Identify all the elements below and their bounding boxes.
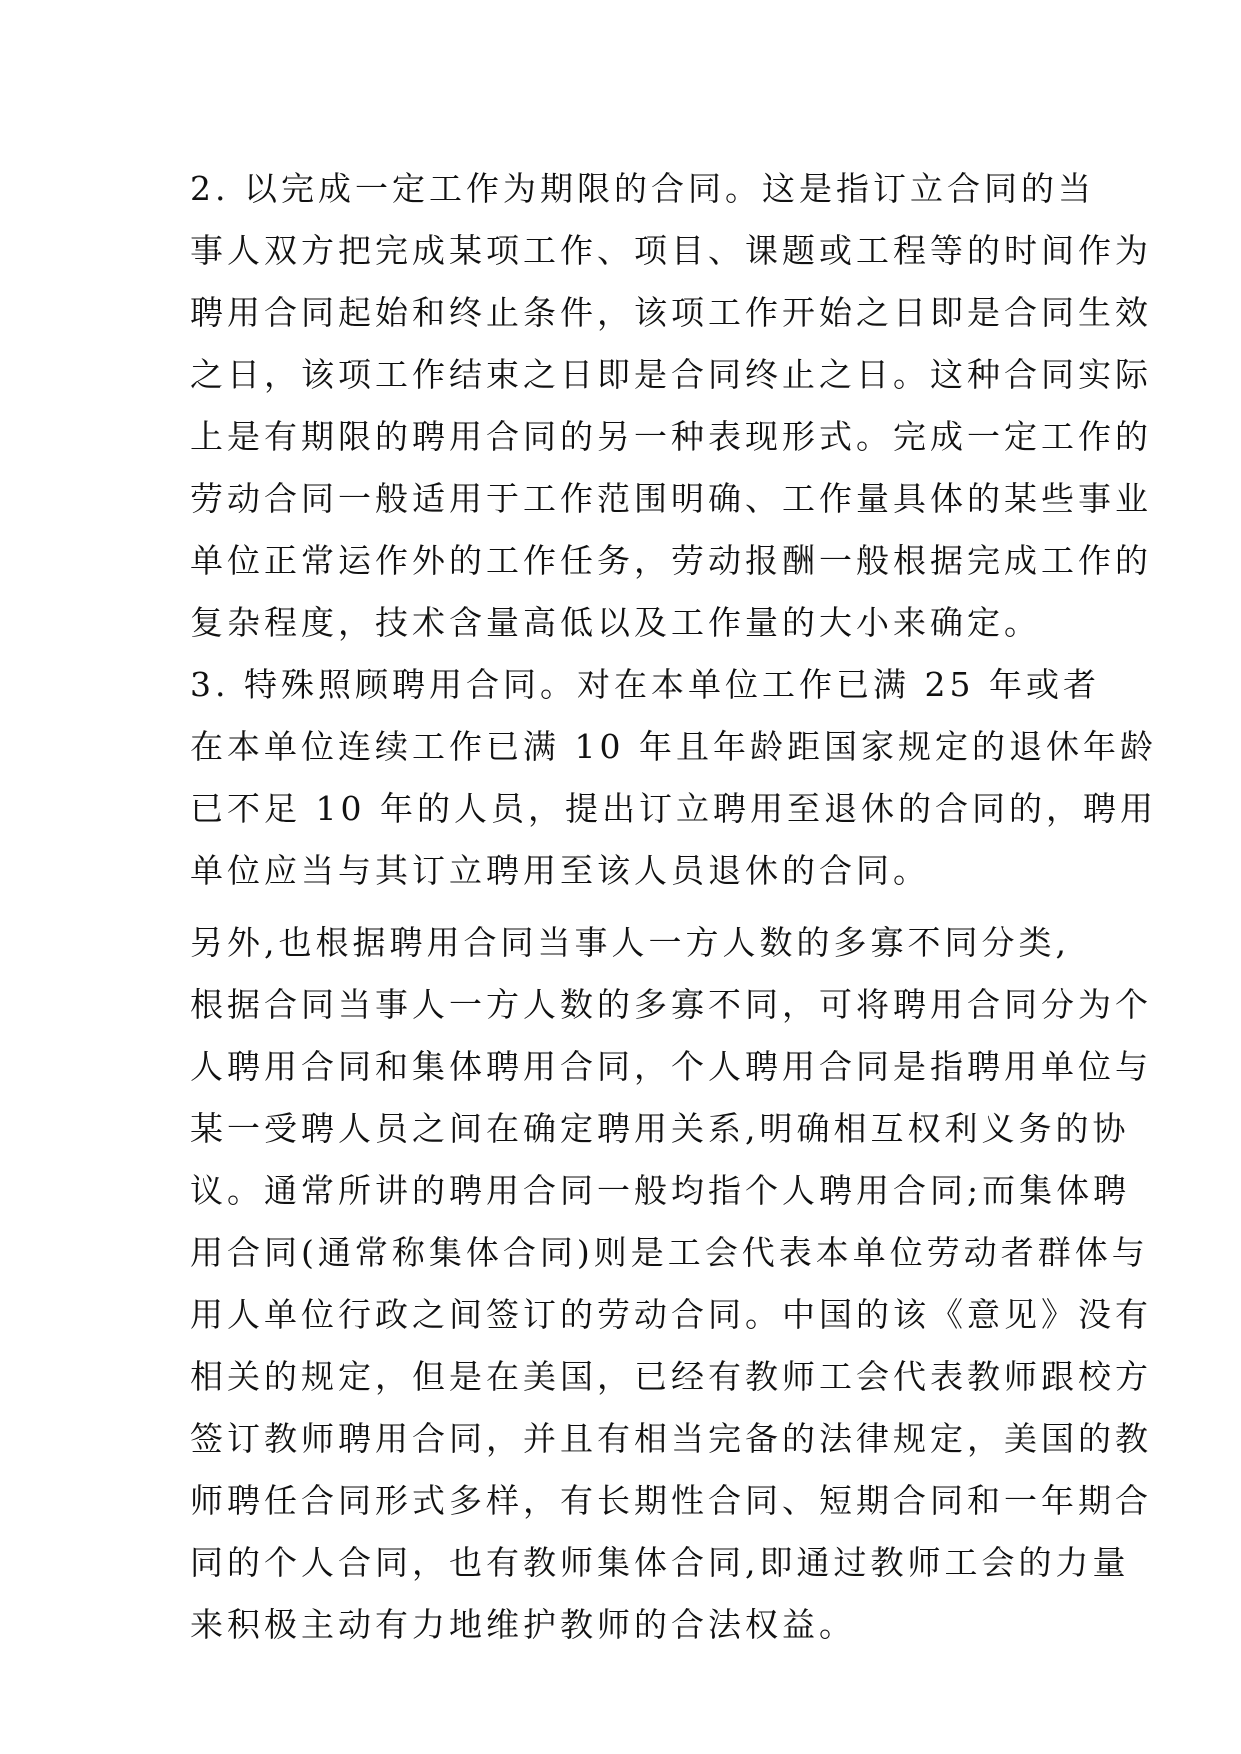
text-line: 相关的规定，但是在美国，已经有教师工会代表教师跟校方 xyxy=(190,1357,1152,1396)
paragraph-fixed-task-contract xyxy=(190,158,1152,654)
text-line: 另外,也根据聘用合同当事人一方人数的多寡不同分类, xyxy=(190,923,1070,962)
text-line: 单位正常运作外的工作任务，劳动报酬一般根据完成工作的 xyxy=(190,541,1152,580)
text-line: 上是有期限的聘用合同的另一种表现形式。完成一定工作的 xyxy=(190,417,1152,456)
text-line: 单位应当与其订立聘用至该人员退休的合同。 xyxy=(190,851,930,890)
paragraph-special-care-contract xyxy=(190,654,1157,902)
text-line: 复杂程度，技术含量高低以及工作量的大小来确定。 xyxy=(190,603,1041,642)
text-line: 某一受聘人员之间在确定聘用关系,明确相互权利义务的协 xyxy=(190,1109,1130,1148)
text-line: 3. 特殊照顾聘用合同。对在本单位工作已满 25 年或者 xyxy=(190,665,1100,704)
text-line: 用合同(通常称集体合同)则是工会代表本单位劳动者群体与 xyxy=(190,1233,1149,1272)
text-line: 2. 以完成一定工作为期限的合同。这是指订立合同的当 xyxy=(190,169,1095,208)
text-line: 劳动合同一般适用于工作范围明确、工作量具体的某些事业 xyxy=(190,479,1152,518)
text-line: 用人单位行政之间签订的劳动合同。中国的该《意见》没有 xyxy=(190,1295,1152,1334)
text-line: 根据合同当事人一方人数的多寡不同，可将聘用合同分为个 xyxy=(190,985,1152,1024)
text-line: 师聘任合同形式多样，有长期性合同、短期合同和一年期合 xyxy=(190,1481,1152,1520)
paragraph-collective-contract xyxy=(190,912,1152,1656)
paragraph-spacer xyxy=(190,902,1050,912)
text-line: 签订教师聘用合同，并且有相当完备的法律规定，美国的教 xyxy=(190,1419,1152,1458)
text-line: 议。通常所讲的聘用合同一般均指个人聘用合同;而集体聘 xyxy=(190,1171,1131,1210)
text-line: 在本单位连续工作已满 10 年且年龄距国家规定的退休年龄 xyxy=(190,727,1157,766)
text-line: 来积极主动有力地维护教师的合法权益。 xyxy=(190,1605,856,1644)
text-line: 之日，该项工作结束之日即是合同终止之日。这种合同实际 xyxy=(190,355,1152,394)
text-line: 事人双方把完成某项工作、项目、课题或工程等的时间作为 xyxy=(190,231,1152,270)
text-line: 同的个人合同，也有教师集体合同,即通过教师工会的力量 xyxy=(190,1543,1130,1582)
text-line: 已不足 10 年的人员，提出订立聘用至退休的合同的，聘用 xyxy=(190,789,1157,828)
document-body xyxy=(190,158,1157,1656)
text-line: 聘用合同起始和终止条件，该项工作开始之日即是合同生效 xyxy=(190,293,1152,332)
text-line: 人聘用合同和集体聘用合同，个人聘用合同是指聘用单位与 xyxy=(190,1047,1152,1086)
